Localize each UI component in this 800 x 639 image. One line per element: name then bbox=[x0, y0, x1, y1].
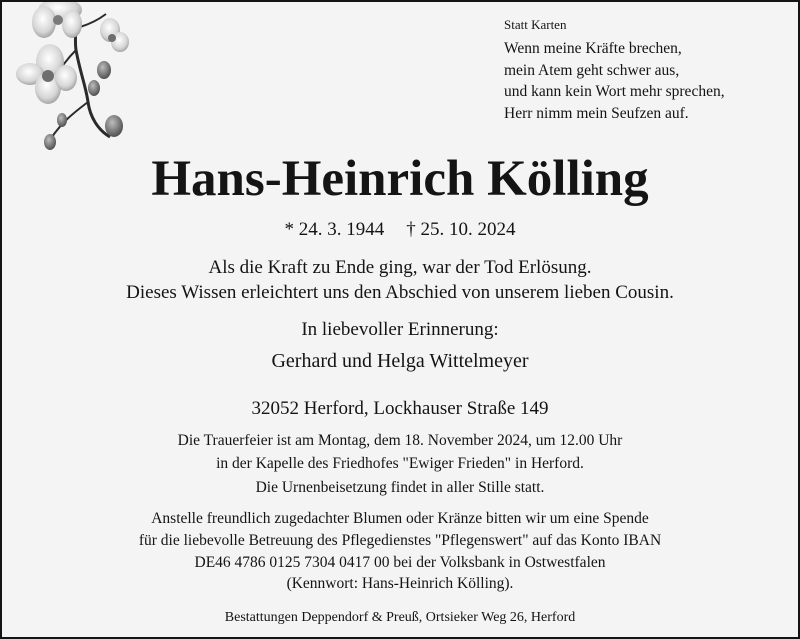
ceremony-line: Die Urnenbeisetzung findet in aller Stille statt. bbox=[255, 479, 545, 496]
mourners-names: Gerhard und Helga Wittelmeyer bbox=[271, 350, 529, 372]
donation-line: für die liebevolle Betreuung des Pflegedienstes "Pflegenswert" auf das Konto IBAN bbox=[138, 532, 662, 549]
orchid-branch-image bbox=[2, 2, 152, 162]
ceremony-line: Die Trauerfeier ist am Montag, dem 18. November 2024, um 12.00 Uhr bbox=[177, 432, 623, 449]
life-dates bbox=[2, 218, 798, 242]
donation-line: DE46 4786 0125 7304 0417 00 bei der Volksbank in Ostwestfalen bbox=[194, 554, 606, 571]
deceased-name: Hans-Heinrich Kölling bbox=[151, 151, 649, 207]
dedication-line: Als die Kraft zu Ende ging, war der Tod Erlösung. bbox=[208, 257, 592, 278]
death-date: † 25. 10. 2024 bbox=[406, 219, 516, 240]
statt-karten-label: Statt Karten bbox=[504, 17, 567, 32]
mourners-address: 32052 Herford, Lockhauser Straße 149 bbox=[251, 398, 549, 419]
mourners-intro: In liebevoller Erinnerung: bbox=[301, 319, 499, 340]
donation-line: (Kennwort: Hans-Heinrich Kölling). bbox=[286, 575, 514, 592]
verse-line: und kann kein Wort mehr sprechen, bbox=[504, 83, 725, 100]
verse-line: Herr nimm mein Seufzen auf. bbox=[504, 104, 689, 122]
undertaker-line: Bestattungen Deppendorf & Preuß, Ortsieker Weg 26, Herford bbox=[224, 610, 576, 625]
ceremony-line: in der Kapelle des Friedhofes "Ewiger Frieden" in Herford. bbox=[216, 455, 584, 472]
verse-line: Wenn meine Kräfte brechen, bbox=[504, 40, 682, 57]
birth-date: * 24. 3. 1944 bbox=[284, 219, 385, 240]
donation-line: Anstelle freundlich zugedachter Blumen oder Kränze bitten wir um eine Spende bbox=[151, 510, 649, 527]
dedication-line: Dieses Wissen erleichtert uns den Abschied von unserem lieben Cousin. bbox=[126, 282, 674, 303]
verse-block bbox=[504, 16, 794, 124]
verse-line: mein Atem geht schwer aus, bbox=[504, 61, 680, 79]
